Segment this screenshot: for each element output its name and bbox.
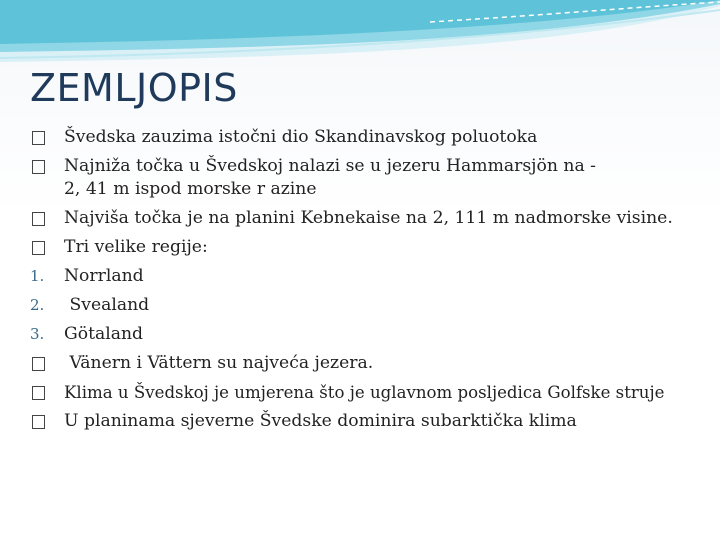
bullet-box-icon	[30, 352, 64, 375]
list-item-line2: 2, 41 m ispod morske r azine	[64, 179, 317, 199]
list-item	[30, 410, 700, 439]
slide-title: ZEMLJOPIS	[30, 66, 238, 110]
bullet-box-icon	[30, 410, 64, 433]
bullet-box-icon	[30, 126, 64, 149]
list-item-text: Vänern i Vättern su najveća jezera.	[64, 353, 374, 373]
list-item-text	[64, 155, 700, 201]
bullet-box-icon	[30, 155, 64, 178]
bullet-box-icon	[30, 207, 64, 230]
list-item	[30, 265, 700, 294]
list-item-text: Norrland	[64, 266, 144, 286]
list-item-text: Najviša točka je na planini Kebnekaise na 2, 111 m nadmorske visine.	[64, 208, 673, 228]
list-item	[30, 236, 700, 265]
header-wave-decoration	[0, 0, 720, 70]
list-item-text: U planinama sjeverne Švedske dominira subarktička klima	[64, 411, 577, 431]
bullet-box-icon	[30, 381, 64, 404]
list-item	[30, 155, 700, 207]
list-item-text: Švedska zauzima istočni dio Skandinavskog poluotoka	[64, 127, 538, 147]
list-item-text: Tri velike regije:	[64, 237, 208, 257]
list-item	[30, 323, 700, 352]
list-number: 3.	[30, 325, 45, 343]
list-number: 1.	[30, 267, 45, 285]
list-item	[30, 294, 700, 323]
bullet-box-icon	[30, 236, 64, 259]
list-item-text: Götaland	[64, 324, 144, 344]
list-item-text: Svealand	[64, 295, 150, 315]
list-number: 2.	[30, 296, 45, 314]
list-item	[30, 381, 700, 410]
list-item-line1: Najniža točka u Švedskoj nalazi se u jezeru Hammarsjön na -	[64, 156, 596, 176]
list-item-text: Klima u Švedskoj je umjerena što je uglavnom posljedica Golfske struje	[64, 383, 665, 402]
list-item	[30, 126, 700, 155]
bullet-list	[30, 126, 700, 439]
list-item	[30, 352, 700, 381]
list-item	[30, 207, 700, 236]
